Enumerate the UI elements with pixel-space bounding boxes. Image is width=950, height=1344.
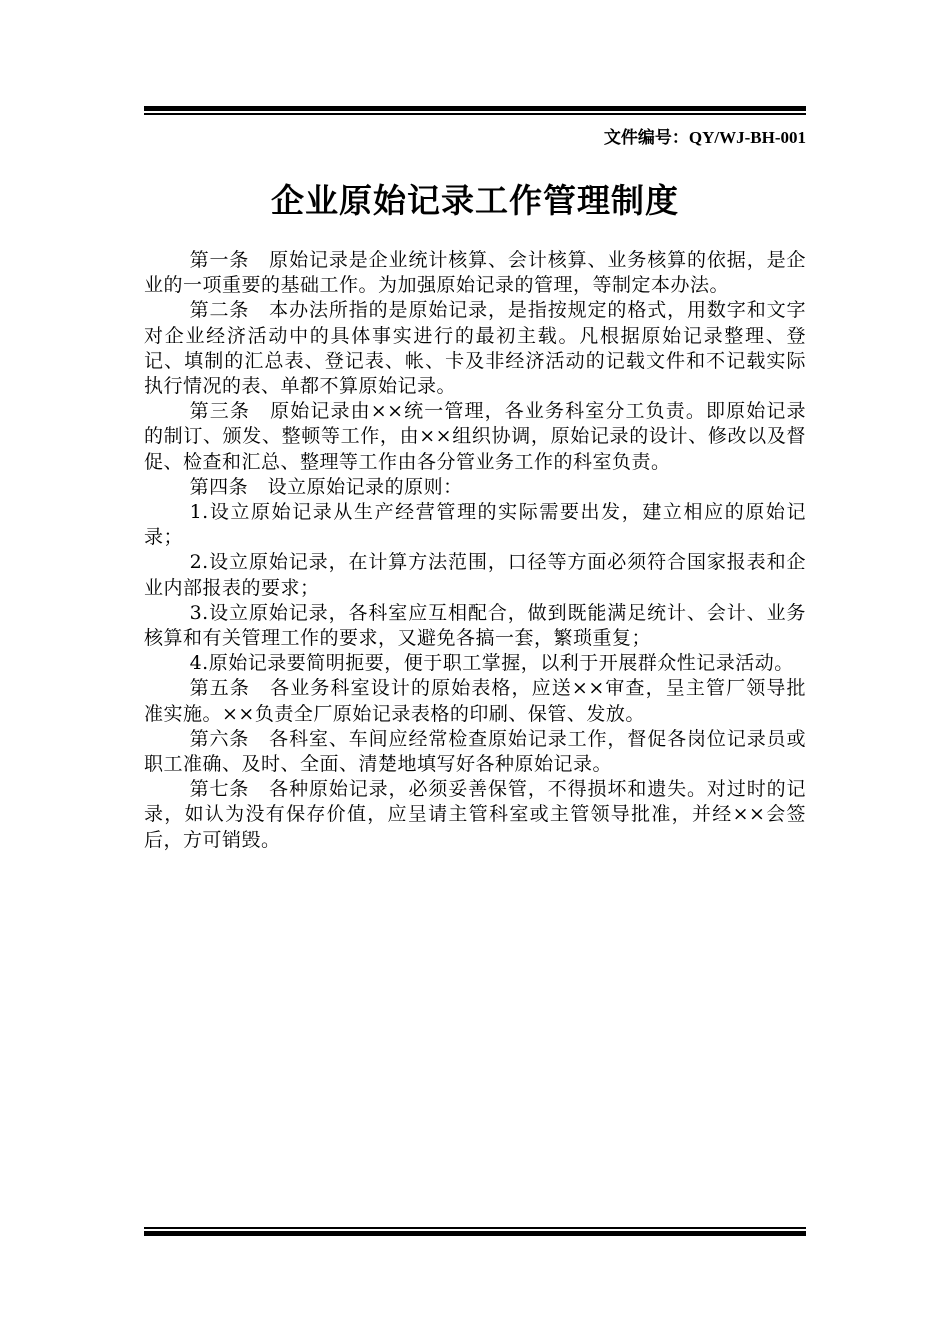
principle-4: 4.原始记录要简明扼要，便于职工掌握，以利于开展群众性记录活动。: [189, 652, 794, 675]
article-1: 第一条 原始记录是企业统计核算、会计核算、业务核算的依据，是企业的一项重要的基础工作。为加强原始记录的管理，等制定本办法。: [144, 249, 806, 297]
principle-1: 1.设立原始记录从生产经营管理的实际需要出发，建立相应的原始记录；: [144, 501, 806, 549]
article-7: 第七条 各种原始记录，必须妥善保管，不得损坏和遗失。对过时的记录，如认为没有保存价值，应呈请主管科室或主管领导批准，并经××会签后，方可销毁。: [144, 778, 806, 851]
article-2: 第二条 本办法所指的是原始记录，是指按规定的格式，用数字和文字对企业经济活动中的具体事实进行的最初主载。凡根据原始记录整理、登记、填制的汇总表、登记表、帐、卡及非经济活动的记载文件和不记载实际执行情况的表、单都不算原始记录。: [144, 299, 806, 398]
footer-rule: [144, 1227, 806, 1236]
article-4: 第四条 设立原始记录的原则：: [189, 475, 463, 498]
header-rule: [144, 106, 806, 115]
document-title: 企业原始记录工作管理制度: [271, 181, 679, 220]
document-page: [144, 0, 806, 1344]
document-body: [144, 248, 806, 853]
article-5: 第五条 各业务科室设计的原始表格，应送××审查，呈主管厂领导批准实施。××负责全厂原始记录表格的印刷、保管、发放。: [144, 677, 806, 725]
article-6: 第六条 各科室、车间应经常检查原始记录工作，督促各岗位记录员或职工准确、及时、全面、清楚地填写好各种原始记录。: [144, 727, 806, 776]
principle-2: 2.设立原始记录，在计算方法范围，口径等方面必须符合国家报表和企业内部报表的要求；: [144, 551, 806, 599]
article-3: 第三条 原始记录由××统一管理，各业务科室分工负责。即原始记录的制订、颁发、整顿等工作，由××组织协调，原始记录的设计、修改以及督促、检查和汇总、整理等工作由各分管业务工作的科室负责。: [144, 400, 806, 473]
document-number: 文件编号：QY/WJ-BH-001: [603, 128, 806, 147]
principle-3: 3.设立原始记录，各科室应互相配合，做到既能满足统计、会计、业务核算和有关管理工作的要求，又避免各搞一套，繁琐重复；: [144, 601, 806, 650]
